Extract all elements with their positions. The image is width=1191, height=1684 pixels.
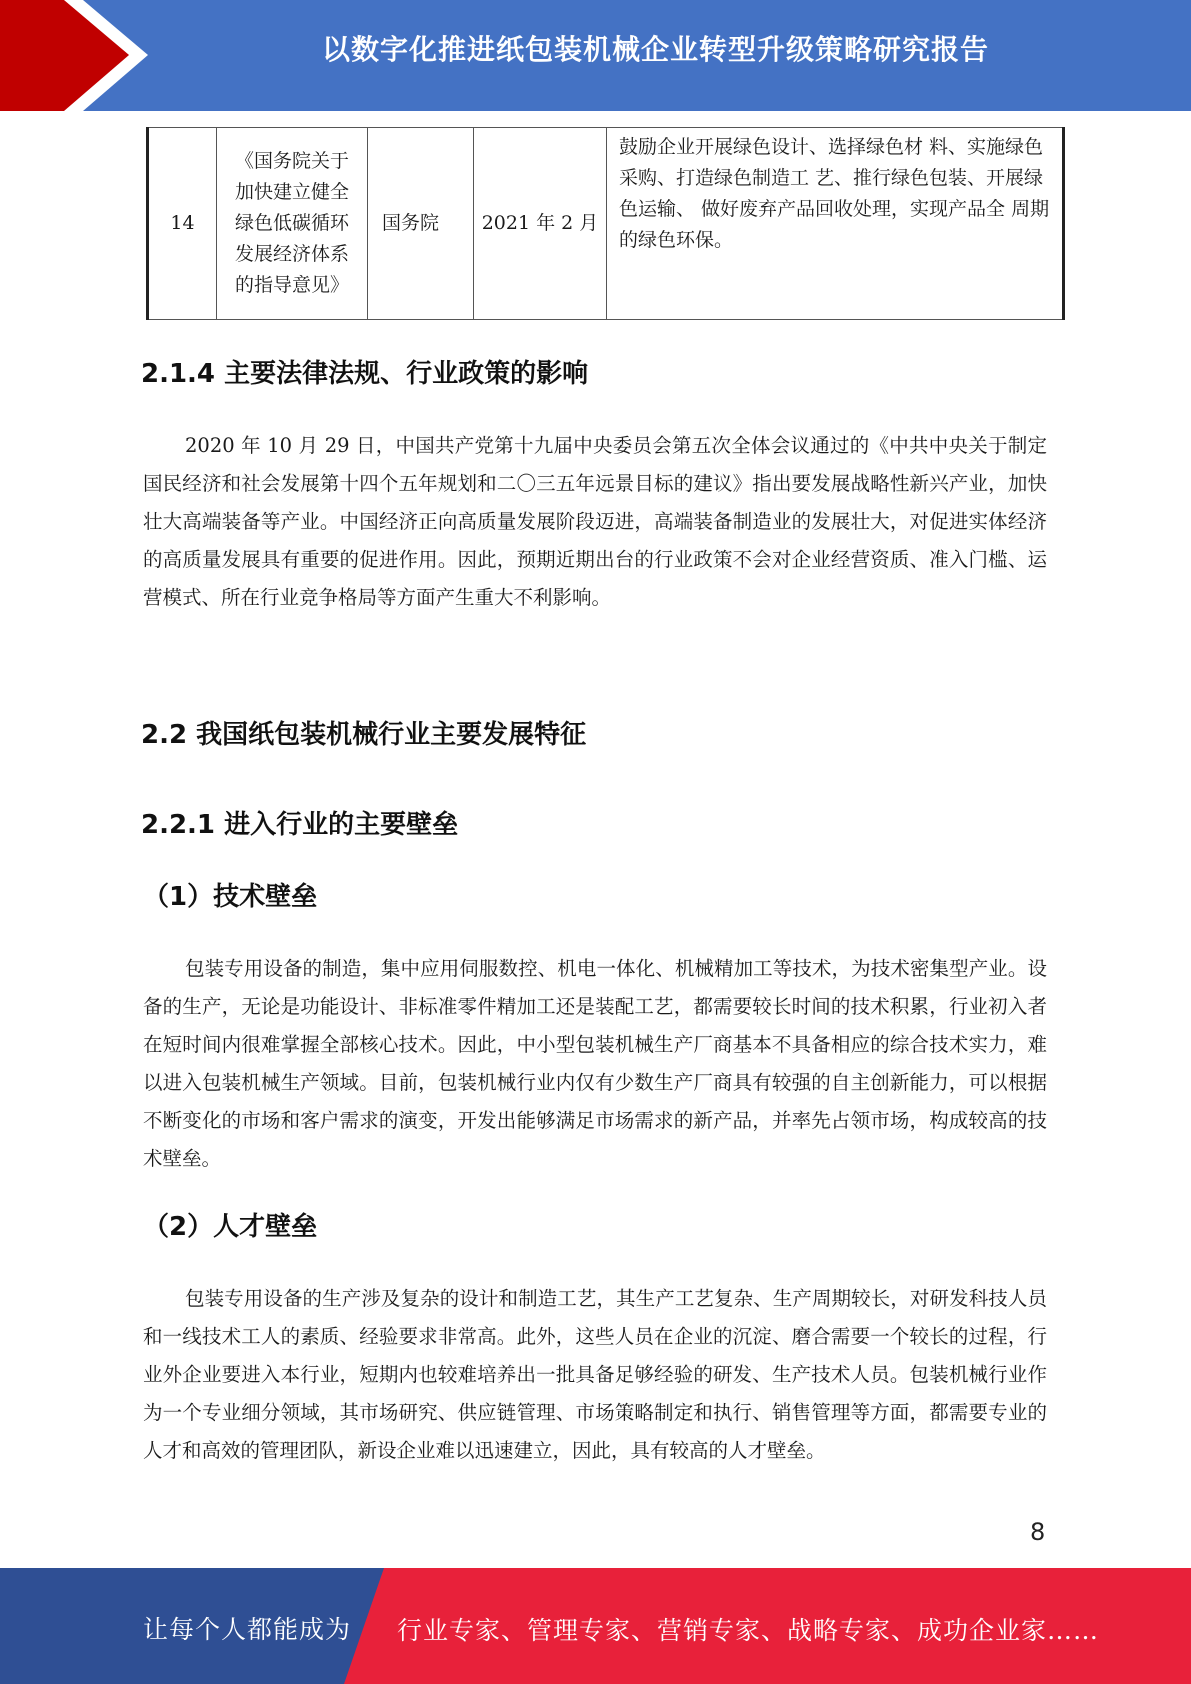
- section-heading-2-2-1: 2.2.1 进入行业的主要壁垒: [141, 810, 459, 840]
- issue-date: 2021 年 2 月: [474, 128, 607, 320]
- subheading-tech-barrier: （1）技术壁垒: [143, 882, 318, 912]
- policy-table: [146, 127, 1065, 320]
- paragraph-policy-impact: 2020 年 10 月 29 日，中国共产党第十九届中央委员会第五次全体会议通过的《中共中央关于制定国民经济和社会发展第十四个五年规划和二〇三五年远景目标的建议》指出要发展战略性新兴产业，加快壮大高端装备等产业。中国经济正向高质量发展阶段迈进，高端装备制造业的发展壮大，对促进实体经济的高质量发展具有重要的促进作用。因此，预期近期出台的行业政策不会对企业经营资质、准入门槛、运营模式、所在行业竞争格局等方面产生重大不利影响。: [143, 434, 1047, 609]
- footer-slogan-left: 让每个人都能成为: [143, 1615, 352, 1644]
- table-row: [148, 128, 1064, 320]
- issuing-authority: 国务院: [368, 128, 474, 320]
- page-number: 8: [1030, 1518, 1046, 1546]
- paragraph-talent-barrier: 包装专用设备的生产涉及复杂的设计和制造工艺，其生产工艺复杂、生产周期较长，对研发科技人员和一线技术工人的素质、经验要求非常高。此外，这些人员在企业的沉淀、磨合需要一个较长的过程，行业外企业要进入本行业，短期内也较难培养出一批具备足够经验的研发、生产技术人员。包装机械行业作为一个专业细分领域，其市场研究、供应链管理、市场策略制定和执行、销售管理等方面，都需要专业的人才和高效的管理团队，新设企业难以迅速建立，因此，具有较高的人才壁垒。: [143, 1287, 1047, 1462]
- footer-slogan-right: 行业专家、管理专家、营销专家、战略专家、成功企业家……: [397, 1616, 1100, 1645]
- page-footer: [0, 1568, 1191, 1684]
- page-header: [0, 0, 1191, 111]
- section-heading-2-1-4: 2.1.4 主要法律法规、行业政策的影响: [141, 359, 589, 389]
- report-title: 以数字化推进纸包装机械企业转型升级策略研究报告: [321, 33, 989, 66]
- row-number: 14: [148, 128, 217, 320]
- section-heading-2-2: 2.2 我国纸包装机械行业主要发展特征: [141, 720, 587, 750]
- header-chevron-graphic: [0, 0, 160, 111]
- subheading-talent-barrier: （2）人才壁垒: [143, 1212, 318, 1242]
- paragraph-tech-barrier: 包装专用设备的制造，集中应用伺服数控、机电一体化、机械精加工等技术，为技术密集型产业。设备的生产，无论是功能设计、非标准零件精加工还是装配工艺，都需要较长时间的技术积累，行业初入者在短时间内很难掌握全部核心技术。因此，中小型包装机械生产厂商基本不具备相应的综合技术实力，难以进入包装机械生产领域。目前，包装机械行业内仅有少数生产厂商具有较强的自主创新能力，可以根据不断变化的市场和客户需求的演变，开发出能够满足市场需求的新产品，并率先占领市场，构成较高的技术壁垒。: [143, 957, 1047, 1170]
- policy-document-name: 《国务院关于 加快建立健全 绿色低碳循环 发展经济体系 的指导意见》: [217, 128, 368, 320]
- policy-content: 鼓励企业开展绿色设计、选择绿色材 料、实施绿色采购、打造绿色制造工 艺、推行绿色包装、开展绿色运输、 做好废弃产品回收处理，实现产品全 周期的绿色环保。: [607, 128, 1064, 320]
